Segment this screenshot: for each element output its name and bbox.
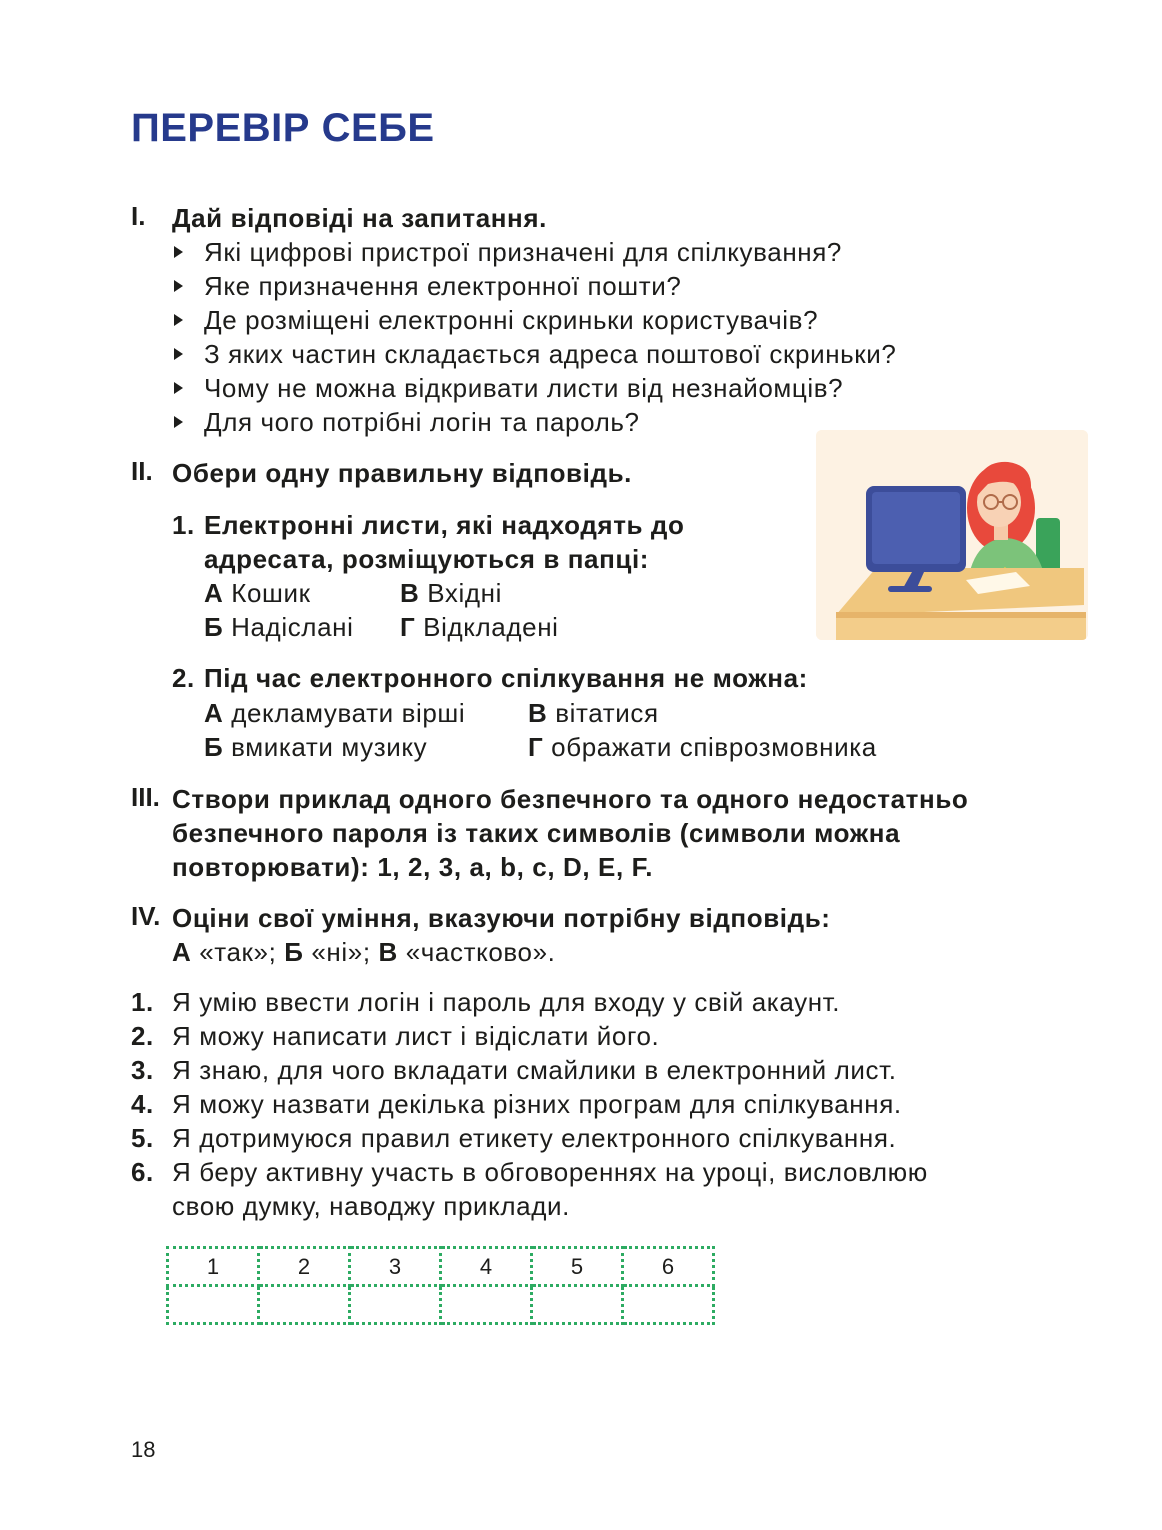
question-text: Чому не можна відкривати листи від незнайомців? — [204, 373, 844, 403]
section-2-numeral: II. — [131, 456, 153, 486]
table-header-cell: 3 — [350, 1248, 441, 1286]
question-2-option-a — [204, 696, 465, 730]
table-header-cell: 2 — [259, 1248, 350, 1286]
statement-text: Я можу написати лист і відіслати його. — [172, 1021, 660, 1051]
option-text: Вхідні — [427, 578, 502, 608]
answer-letter: А — [172, 937, 192, 967]
option-letter: Б — [204, 612, 224, 642]
option-text: Відкладені — [423, 612, 559, 642]
table-answer-cell[interactable] — [441, 1286, 532, 1324]
section-1-question-list — [172, 235, 896, 439]
option-text: Кошик — [231, 578, 311, 608]
option-letter: Г — [528, 732, 544, 762]
table-answer-cell[interactable] — [259, 1286, 350, 1324]
option-letter: А — [204, 578, 224, 608]
section-3-line-2: безпечного пароля із таких символів (символи можна — [172, 818, 901, 848]
statement-text-continued: свою думку, наводжу приклади. — [172, 1191, 570, 1221]
list-item — [172, 405, 896, 439]
option-letter: Г — [400, 612, 416, 642]
option-letter: В — [400, 578, 420, 608]
list-item — [172, 337, 896, 371]
question-1-number: 1. — [172, 510, 195, 540]
answer-letter: Б — [284, 937, 304, 967]
list-item — [172, 235, 896, 269]
question-1-line-1: Електронні листи, які надходять до — [204, 510, 685, 540]
statement-text: Я беру активну участь в обговореннях на уроці, висловлюю — [172, 1157, 928, 1187]
girl-at-computer-illustration — [816, 430, 1088, 640]
answer-letter: В — [378, 937, 398, 967]
table-answer-cell[interactable] — [350, 1286, 441, 1324]
question-2-option-v — [528, 696, 659, 730]
table-header-cell: 5 — [532, 1248, 623, 1286]
statement-text: Я знаю, для чого вкладати смайлики в електронний лист. — [172, 1055, 897, 1085]
statement-text: Я умію ввести логін і пароль для входу у свій акаунт. — [172, 987, 841, 1017]
question-2-option-b — [204, 730, 427, 764]
statement-number: 1. — [131, 987, 154, 1017]
illustration-image — [816, 430, 1088, 640]
option-text: Надіслані — [231, 612, 354, 642]
table-header-cell: 6 — [623, 1248, 714, 1286]
table-header-cell: 1 — [168, 1248, 259, 1286]
section-1-heading: Дай відповіді на запитання. — [172, 203, 547, 233]
page-title: ПЕРЕВІР СЕБЕ — [131, 106, 435, 150]
statement-number: 4. — [131, 1089, 154, 1119]
statement-number: 3. — [131, 1055, 154, 1085]
question-1-option-a — [204, 576, 311, 610]
list-item — [172, 303, 896, 337]
question-2-option-g — [528, 730, 877, 764]
question-text: Для чого потрібні логін та пароль? — [204, 407, 640, 437]
question-text: Яке призначення електронної пошти? — [204, 271, 682, 301]
question-1-option-g — [400, 610, 559, 644]
section-3-numeral: III. — [131, 782, 160, 812]
section-3-line-1: Створи приклад одного безпечного та одного недостатньо — [172, 784, 969, 814]
option-text: декламувати вірші — [231, 698, 466, 728]
question-text: З яких частин складається адреса поштової скриньки? — [204, 339, 897, 369]
statement-number: 2. — [131, 1021, 154, 1051]
question-text: Де розміщені електронні скриньки користувачів? — [204, 305, 819, 335]
table-header-cell: 4 — [441, 1248, 532, 1286]
section-3-line-3: повторювати): 1, 2, 3, a, b, c, D, E, F. — [172, 852, 654, 882]
page-number: 18 — [131, 1437, 156, 1462]
triangle-bullet-icon — [174, 314, 183, 326]
option-text: вітатися — [555, 698, 659, 728]
triangle-bullet-icon — [174, 280, 183, 292]
triangle-bullet-icon — [174, 348, 183, 360]
question-1-line-2: адресата, розміщуються в папці: — [204, 544, 650, 574]
answer-text: «так»; — [199, 937, 277, 967]
question-2-line-1: Під час електронного спілкування не можна: — [204, 663, 808, 693]
table-answer-cell[interactable] — [623, 1286, 714, 1324]
statement-text: Я можу назвати декілька різних програм для спілкування. — [172, 1089, 902, 1119]
table-answer-cell[interactable] — [532, 1286, 623, 1324]
table-header-row — [168, 1248, 714, 1286]
option-text: вмикати музику — [231, 732, 428, 762]
section-2-heading: Обери одну правильну відповідь. — [172, 458, 632, 488]
section-4-heading: Оціни свої уміння, вказуючи потрібну відповідь: — [172, 903, 831, 933]
question-1-option-b — [204, 610, 353, 644]
section-4-numeral: IV. — [131, 901, 161, 931]
question-text: Які цифрові пристрої призначені для спілкування? — [204, 237, 842, 267]
option-text: ображати співрозмовника — [551, 732, 877, 762]
triangle-bullet-icon — [174, 382, 183, 394]
option-letter: В — [528, 698, 548, 728]
table-answer-row — [168, 1286, 714, 1324]
triangle-bullet-icon — [174, 246, 183, 258]
statement-number: 5. — [131, 1123, 154, 1153]
statement-number: 6. — [131, 1157, 154, 1187]
question-1-option-v — [400, 576, 502, 610]
triangle-bullet-icon — [174, 416, 183, 428]
self-assessment-table — [166, 1246, 715, 1325]
section-1-numeral: I. — [131, 201, 146, 231]
list-item — [172, 371, 896, 405]
answer-text: «частково». — [405, 937, 556, 967]
list-item — [172, 269, 896, 303]
option-letter: Б — [204, 732, 224, 762]
question-2-number: 2. — [172, 663, 195, 693]
statement-text: Я дотримуюся правил етикету електронного спілкування. — [172, 1123, 897, 1153]
table-answer-cell[interactable] — [168, 1286, 259, 1324]
answer-key-line — [172, 935, 555, 969]
option-letter: А — [204, 698, 224, 728]
answer-text: «ні»; — [311, 937, 371, 967]
